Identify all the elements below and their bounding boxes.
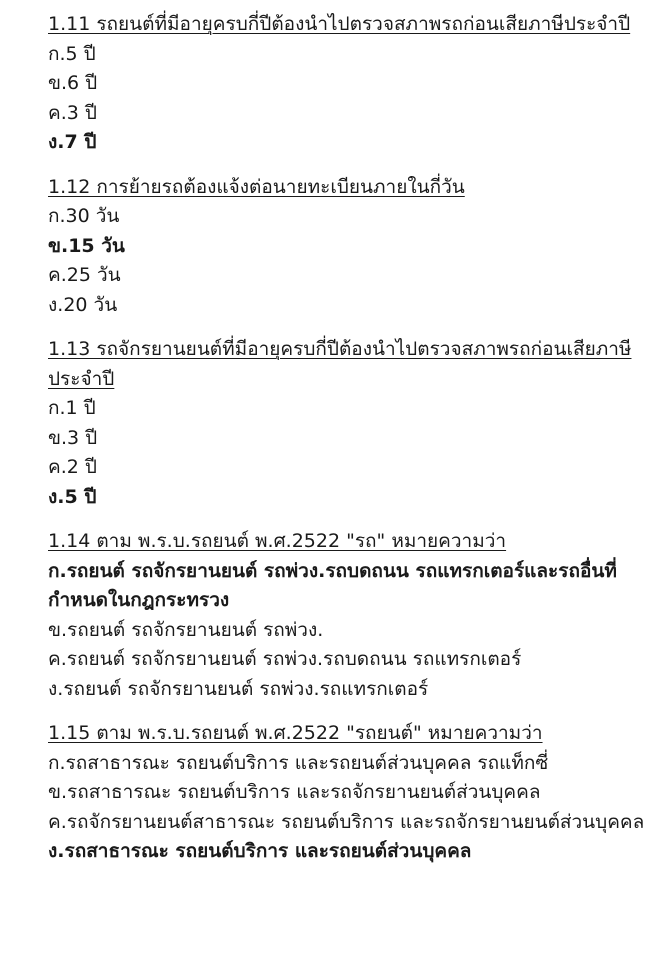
choice-option: ค.25 วัน (48, 264, 121, 286)
choice-option: ง.รถยนต์ รถจักรยานยนต์ รถพ่วง.รถแทรกเตอร์ (48, 677, 429, 700)
correct-answer: ก.รถยนต์ รถจักรยานยนต์ รถพ่วง.รถบดถนน รถแทรกเตอร์และรถอื่นที่กำหนดในกฎกระทรวง (48, 559, 617, 611)
choice-option: ก.30 วัน (48, 205, 120, 227)
choice-option: ค.รถยนต์ รถจักรยานยนต์ รถพ่วง.รถบดถนน รถแทรกเตอร์ (48, 648, 522, 670)
question-1-12 (48, 173, 648, 321)
correct-answer: ง.7 ปี (48, 131, 97, 153)
choice-option: ค.3 ปี (48, 101, 97, 124)
correct-answer: ง.5 ปี (48, 485, 97, 508)
choice-option: ข.3 ปี (48, 426, 98, 449)
choice-option: ง.20 วัน (48, 293, 118, 316)
choice-option: ข.6 ปี (48, 72, 98, 94)
choice-option: ก.5 ปี (48, 42, 96, 65)
choice-option: ข.รถสาธารณะ รถยนต์บริการ และรถจักรยานยนต์ส่วนบุคคล (48, 781, 541, 803)
choice-option: ข.รถยนต์ รถจักรยานยนต์ รถพ่วง. (48, 618, 324, 641)
question-1-14 (48, 527, 648, 704)
question-title: 1.15 ตาม พ.ร.บ.รถยนต์ พ.ศ.2522 "รถยนต์" หมายความว่า (48, 722, 543, 744)
question-title: 1.12 การย้ายรถต้องแจ้งต่อนายทะเบียนภายในกี่วัน (48, 175, 465, 198)
correct-answer: ง.รถสาธารณะ รถยนต์บริการ และรถยนต์ส่วนบุคคล (48, 840, 472, 862)
correct-answer: ข.15 วัน (48, 234, 125, 257)
choice-option: ก.รถสาธารณะ รถยนต์บริการ และรถยนต์ส่วนบุคคล รถแท็กซี่ (48, 751, 549, 774)
question-title: 1.11 รถยนต์ที่มีอายุครบกี่ปีต้องนำไปตรวจสภาพรถก่อนเสียภาษีประจำปี (48, 13, 631, 35)
question-1-13 (48, 335, 648, 512)
quiz-document (48, 10, 648, 882)
question-title: 1.13 รถจักรยานยนต์ที่มีอายุครบกี่ปีต้องนำไปตรวจสภาพรถก่อนเสียภาษีประจำปี (48, 338, 632, 390)
choice-option: ค.2 ปี (48, 456, 97, 478)
question-title: 1.14 ตาม พ.ร.บ.รถยนต์ พ.ศ.2522 "รถ" หมายความว่า (48, 530, 507, 552)
question-1-11 (48, 10, 648, 158)
choice-option: ก.1 ปี (48, 397, 96, 419)
question-1-15 (48, 719, 648, 867)
choice-option: ค.รถจักรยานยนต์สาธารณะ รถยนต์บริการ และรถจักรยานยนต์ส่วนบุคคล (48, 810, 645, 833)
